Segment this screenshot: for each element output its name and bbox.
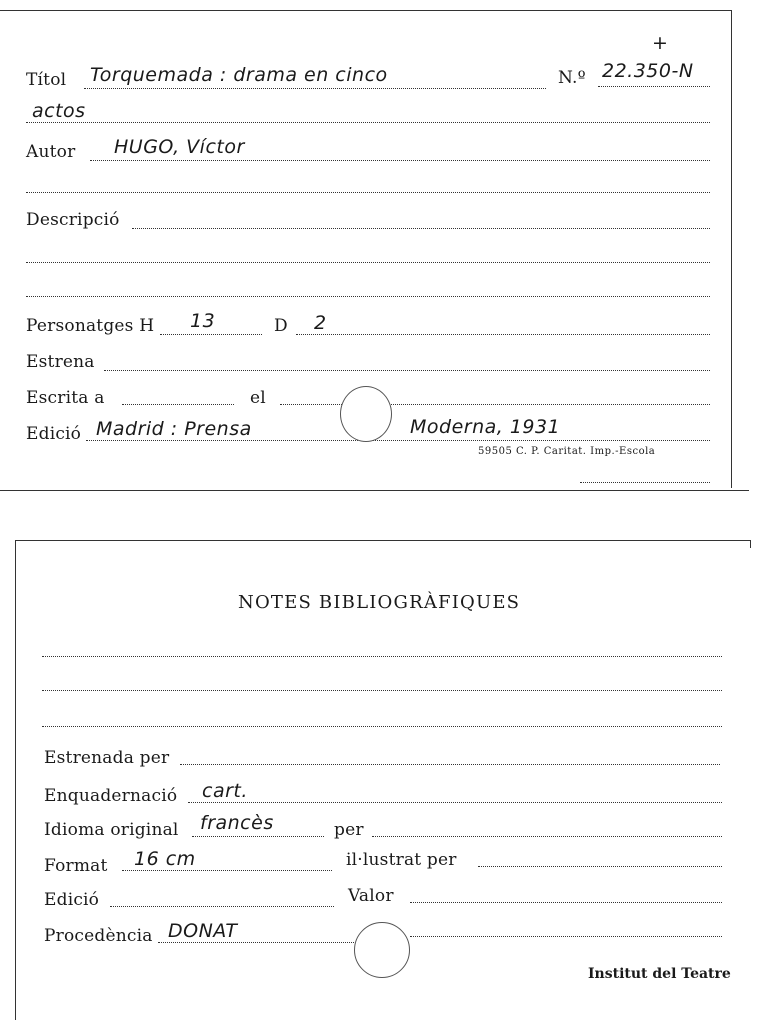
valor-line [410, 902, 722, 903]
edicio-2-label: Edició [44, 890, 100, 910]
escrita-label: Escrita a [26, 388, 105, 408]
notes-heading: NOTES BIBLIOGRÀFIQUES [238, 592, 521, 613]
card-1-bottom-edge [0, 490, 749, 491]
titol-line-2 [26, 122, 710, 123]
descripcio-label: Descripció [26, 210, 120, 230]
enquadernacio-label: Enquadernació [44, 786, 178, 806]
escrita-line [122, 404, 234, 405]
valor-label: Valor [348, 886, 394, 906]
edicio-2-line [110, 906, 334, 907]
idioma-label: Idioma original [44, 820, 179, 840]
descripcio-line [132, 228, 710, 229]
punch-hole-2 [354, 922, 410, 978]
edicio-value-1: Madrid : Prensa [96, 418, 252, 440]
autor-line [90, 160, 710, 161]
autor-label: Autor [26, 142, 76, 162]
estrenada-label: Estrenada per [44, 748, 170, 768]
el-label: el [250, 388, 266, 408]
estrena-line [104, 370, 710, 371]
num-label: N.º [558, 68, 586, 88]
card-2-left-edge [15, 540, 16, 1020]
edicio-label: Edició [26, 424, 82, 444]
idioma-line [192, 836, 324, 837]
format-line [122, 870, 332, 871]
per-label: per [334, 820, 364, 840]
card-2-right-edge [750, 540, 751, 548]
institut-stamp: Institut del Teatre [588, 966, 731, 982]
procedencia-line [158, 942, 354, 943]
procedencia-value: DONAT [168, 920, 238, 942]
procedencia-line-2 [410, 936, 722, 937]
printer-imprint: 59505 C. P. Caritat. Imp.-Escola [478, 446, 656, 457]
punch-hole [340, 386, 392, 442]
format-label: Format [44, 856, 108, 876]
card-1-top-edge [0, 10, 732, 11]
titol-label: Títol [26, 70, 67, 90]
estrena-label: Estrena [26, 352, 95, 372]
enquadernacio-value: cart. [202, 780, 248, 802]
idioma-value: francès [200, 812, 274, 834]
autor-value: HUGO, Víctor [114, 136, 245, 158]
corner-mark: + [652, 32, 669, 54]
procedencia-label: Procedència [44, 926, 153, 946]
estrenada-line [180, 764, 720, 765]
personatges-d-value: 2 [314, 312, 327, 334]
format-value: 16 cm [134, 848, 196, 870]
edicio-line [86, 440, 710, 441]
descripcio-line-3 [26, 296, 710, 297]
enquadernacio-line [188, 802, 722, 803]
titol-value-cont: actos [32, 100, 86, 122]
titol-line [84, 88, 546, 89]
personatges-d-label: D [274, 316, 288, 336]
personatges-h-value: 13 [190, 310, 216, 332]
notes-line-3 [42, 726, 722, 727]
num-value: 22.350-N [602, 60, 694, 82]
card-2-top-edge [15, 540, 750, 541]
card-1-right-edge [731, 10, 732, 488]
titol-value: Torquemada : drama en cinco [90, 64, 388, 86]
illustrat-line [478, 866, 722, 867]
num-line [598, 86, 710, 87]
personatges-d-line [296, 334, 710, 335]
descripcio-line-2 [26, 262, 710, 263]
personatges-label: Personatges H [26, 316, 155, 336]
personatges-h-line [160, 334, 262, 335]
edicio-value-2: Moderna, 1931 [410, 416, 561, 438]
autor-line-2 [26, 192, 710, 193]
imprint-underline [580, 482, 710, 483]
illustrat-label: il·lustrat per [346, 850, 457, 870]
notes-line-1 [42, 656, 722, 657]
notes-line-2 [42, 690, 722, 691]
per-line [372, 836, 722, 837]
